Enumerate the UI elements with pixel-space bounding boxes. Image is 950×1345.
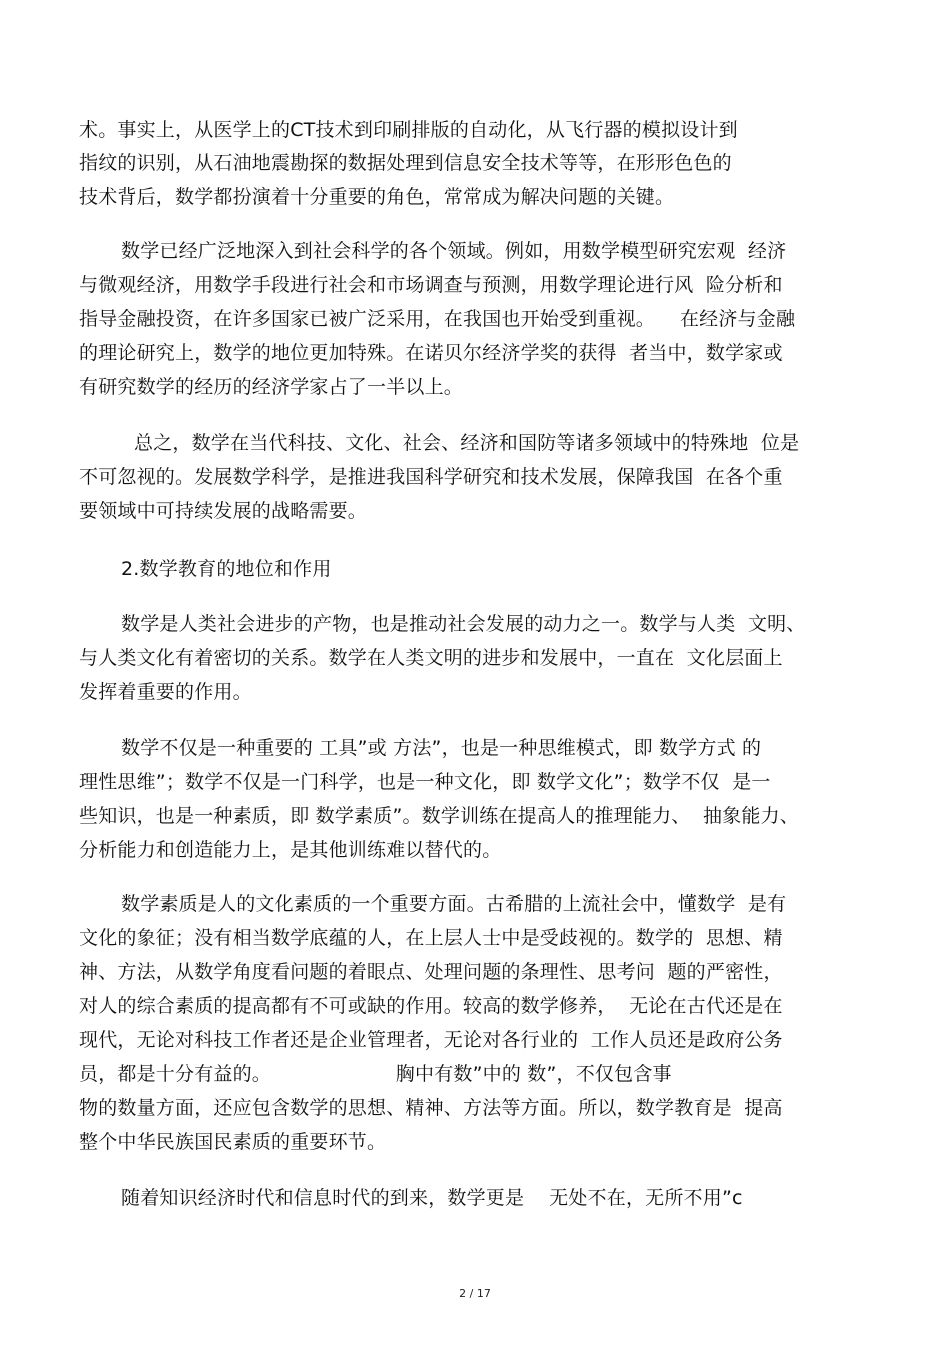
- section-heading: 2.数学教育的地位和作用: [121, 558, 332, 580]
- text-line: 技术背后，数学都扮演着十分重要的角色，常常成为解决问题的关键。: [79, 186, 675, 208]
- text-line: 数学是人类社会进步的产物，也是推动社会发展的动力之一。数学与人类 文明、: [121, 613, 806, 635]
- text-line: 数学不仅是一种重要的 工具”或 方法”，也是一种思维模式，即 数学方式 的: [121, 737, 762, 759]
- text-line: 现代，无论对科技工作者还是企业管理者，无论对各行业的 工作人员还是政府公务: [79, 1029, 783, 1051]
- text-line: 的理论研究上，数学的地位更加特殊。在诺贝尔经济学奖的获得 者当中，数学家或: [79, 342, 783, 364]
- text-line: 指纹的识别，从石油地震勘探的数据处理到信息安全技术等等，在形形色色的: [79, 152, 732, 174]
- text-line: 指导金融投资，在许多国家已被广泛采用，在我国也开始受到重视。 在经济与金融: [79, 308, 796, 330]
- text-line: 理性思维”；数学不仅是一门科学，也是一种文化，即 数学文化”；数学不仅 是一: [79, 771, 771, 793]
- text-line: 神、方法，从数学角度看问题的着眼点、处理问题的条理性、思考问 题的严密性，: [79, 961, 783, 983]
- text-line: 数学素质是人的文化素质的一个重要方面。古希腊的上流社会中，懂数学 是有: [121, 893, 787, 915]
- text-line: 整个中华民族国民素质的重要环节。: [79, 1131, 387, 1153]
- text-line: 术。事实上，从医学上的CT技术到印刷排版的自动化，从飞行器的模拟设计到: [79, 119, 738, 141]
- text-line: 要领域中可持续发展的战略需要。: [79, 500, 368, 522]
- text-line: 总之，数学在当代科技、文化、社会、经济和国防等诸多领域中的特殊地 位是: [134, 432, 800, 454]
- text-line: 数学已经广泛地深入到社会科学的各个领域。例如，用数学模型研究宏观 经济: [121, 240, 787, 262]
- text-line: 物的数量方面，还应包含数学的思想、精神、方法等方面。所以，数学教育是 提高: [79, 1097, 783, 1119]
- text-line: 与微观经济，用数学手段进行社会和市场调查与预测，用数学理论进行风 险分析和: [79, 274, 783, 296]
- text-line: 些知识，也是一种素质，即 数学素质”。数学训练在提高人的推理能力、 抽象能力、: [79, 805, 799, 827]
- text-line: 有研究数学的经历的经济学家占了一半以上。: [79, 376, 464, 398]
- text-line: 员，都是十分有益的。 胸中有数”中的 数”，不仅包含事: [79, 1063, 672, 1085]
- text-line: 随着知识经济时代和信息时代的到来，数学更是 无处不在，无所不用”c: [121, 1187, 743, 1209]
- text-line: 对人的综合素质的提高都有不可或缺的作用。较高的数学修养， 无论在古代还是在: [79, 995, 783, 1017]
- text-line: 文化的象征；没有相当数学底蕴的人，在上层人士中是受歧视的。数学的 思想、精: [79, 927, 783, 949]
- text-line: 不可忽视的。发展数学科学，是推进我国科学研究和技术发展，保障我国 在各个重: [79, 466, 783, 488]
- text-line: 发挥着重要的作用。: [79, 681, 252, 703]
- text-line: 分析能力和创造能力上，是其他训练难以替代的。: [79, 839, 502, 861]
- text-line: 与人类文化有着密切的关系。数学在人类文明的进步和发展中，一直在 文化层面上: [79, 647, 783, 669]
- page-number: 2 / 17: [459, 1287, 491, 1300]
